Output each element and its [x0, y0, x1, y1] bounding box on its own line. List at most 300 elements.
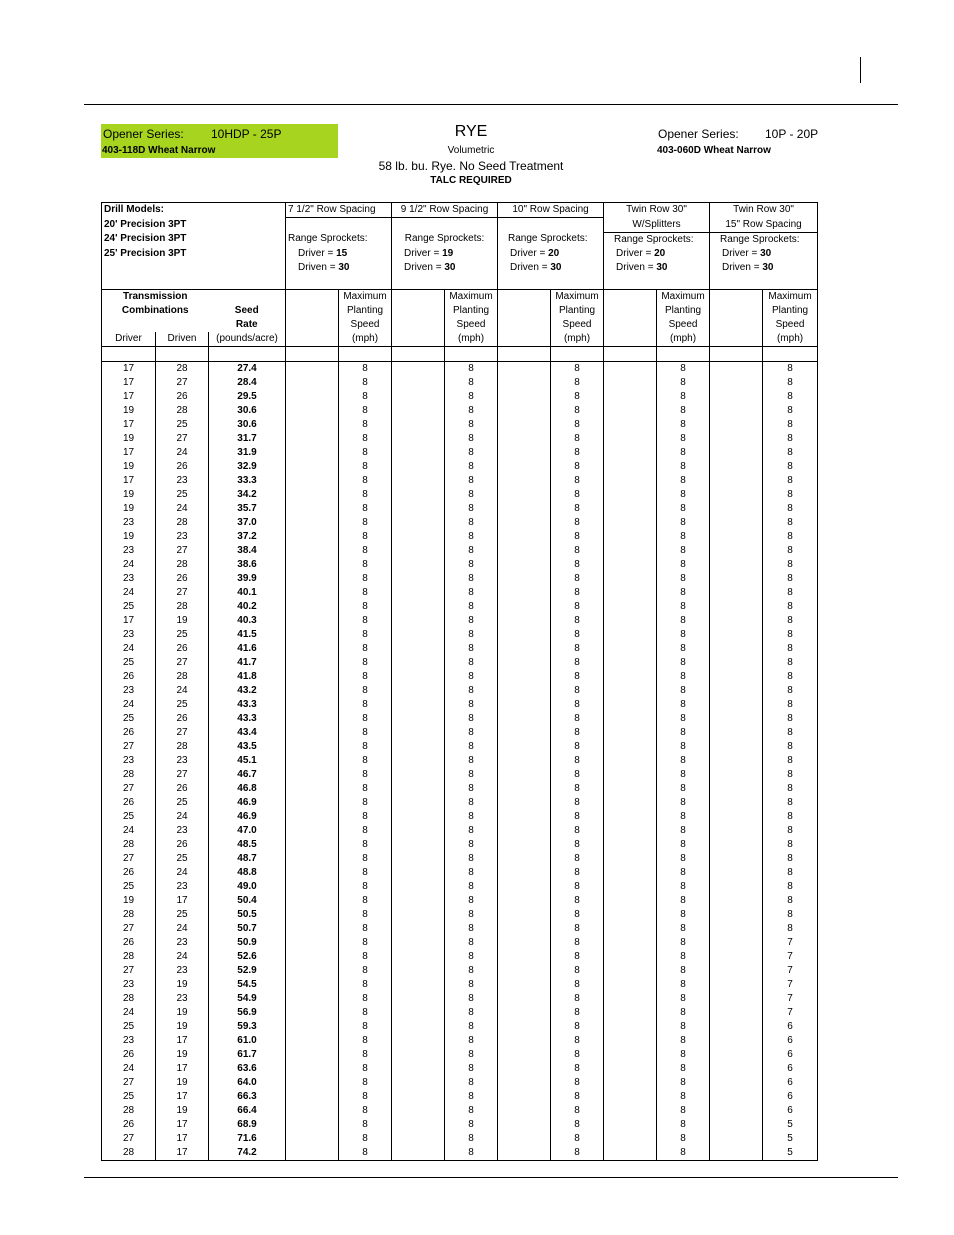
speed-cell: 8 — [657, 922, 710, 936]
blank-cell — [286, 740, 339, 754]
seed-rate-cell: 30.6 — [209, 404, 286, 418]
speed-cell: 8 — [763, 866, 818, 880]
driver-cell: 26 — [102, 936, 156, 950]
driver-cell: 19 — [102, 530, 156, 544]
driver-cell: 24 — [102, 558, 156, 572]
speed-cell: 7 — [763, 936, 818, 950]
table-row — [102, 964, 818, 978]
speed-cell: 8 — [445, 502, 498, 516]
blank-cell — [286, 516, 339, 530]
speed-cell: 8 — [339, 376, 392, 390]
blank-cell — [498, 992, 551, 1006]
speed-cell: 8 — [763, 642, 818, 656]
table-row — [102, 684, 818, 698]
seed-rate-cell: 38.4 — [209, 544, 286, 558]
driven-cell: 24 — [156, 502, 209, 516]
blank-cell — [710, 474, 763, 488]
driver-col-label: Driver — [102, 332, 156, 347]
speed-cell: 8 — [339, 684, 392, 698]
speed-cell: 8 — [339, 1034, 392, 1048]
speed-cell: 8 — [445, 838, 498, 852]
driver-cell: 25 — [102, 810, 156, 824]
driven-3: Driven = 30 — [498, 261, 604, 275]
speed-cell: 8 — [657, 1118, 710, 1132]
seed-rate-cell: 48.5 — [209, 838, 286, 852]
speed-cell: 8 — [657, 404, 710, 418]
table-row — [102, 936, 818, 950]
driver-cell: 19 — [102, 894, 156, 908]
table-row — [102, 474, 818, 488]
driven-cell: 26 — [156, 782, 209, 796]
driver-cell: 19 — [102, 404, 156, 418]
seed-rate-cell: 48.8 — [209, 866, 286, 880]
blank-cell — [286, 950, 339, 964]
driven-cell: 27 — [156, 432, 209, 446]
driven-cell: 17 — [156, 1132, 209, 1146]
speed-cell: 6 — [763, 1076, 818, 1090]
blank-cell — [710, 796, 763, 810]
speed-cell: 8 — [551, 1006, 604, 1020]
seed-rate-cell: 43.2 — [209, 684, 286, 698]
speed-cell: 8 — [657, 361, 710, 376]
blank-cell — [392, 880, 445, 894]
table-row — [102, 838, 818, 852]
blank-cell — [498, 964, 551, 978]
speed-cell: 8 — [763, 614, 818, 628]
crop-title: RYE — [454, 123, 488, 140]
header-row-10 — [102, 332, 818, 347]
speed-cell: 7 — [763, 978, 818, 992]
speed-cell: 8 — [551, 1076, 604, 1090]
driver-cell: 23 — [102, 754, 156, 768]
planting-label: Planting — [445, 304, 498, 318]
driver-cell: 28 — [102, 992, 156, 1006]
speed-cell: 8 — [657, 726, 710, 740]
blank-cell — [286, 642, 339, 656]
blank-cell — [710, 488, 763, 502]
driven-cell: 24 — [156, 810, 209, 824]
blank-cell — [604, 1090, 657, 1104]
driven-cell: 28 — [156, 404, 209, 418]
blank-cell — [498, 936, 551, 950]
blank-cell — [286, 586, 339, 600]
right-series-label: Opener Series: — [658, 127, 739, 141]
blank-cell — [710, 754, 763, 768]
blank-cell — [604, 866, 657, 880]
blank-cell — [286, 558, 339, 572]
blank-cell — [392, 390, 445, 404]
speed-cell: 8 — [657, 502, 710, 516]
blank-cell — [604, 460, 657, 474]
speed-cell: 8 — [763, 768, 818, 782]
speed-cell: 8 — [339, 880, 392, 894]
blank-cell — [604, 880, 657, 894]
speed-cell: 8 — [445, 754, 498, 768]
blank-cell — [498, 852, 551, 866]
speed-cell: 8 — [339, 852, 392, 866]
driven-cell: 24 — [156, 950, 209, 964]
blank-cell — [392, 460, 445, 474]
speed-cell: 8 — [657, 488, 710, 502]
speed-cell: 8 — [657, 810, 710, 824]
blank-cell — [286, 670, 339, 684]
seed-rate-cell: 40.2 — [209, 600, 286, 614]
table-row — [102, 656, 818, 670]
blank-cell — [286, 684, 339, 698]
table-row — [102, 1104, 818, 1118]
blank-cell — [604, 796, 657, 810]
speed-cell: 8 — [657, 684, 710, 698]
speed-cell: 7 — [763, 950, 818, 964]
speed-cell: 8 — [339, 1020, 392, 1034]
table-row — [102, 796, 818, 810]
blank-cell — [498, 684, 551, 698]
seed-rate-cell: 46.9 — [209, 796, 286, 810]
blank-cell — [710, 614, 763, 628]
driver-cell: 24 — [102, 586, 156, 600]
blank-cell — [498, 698, 551, 712]
seed-rate-cell: 39.9 — [209, 572, 286, 586]
driven-1: Driven = 30 — [286, 261, 392, 275]
blank-cell — [392, 922, 445, 936]
blank-cell — [286, 908, 339, 922]
speed-cell: 8 — [445, 908, 498, 922]
blank-cell — [498, 726, 551, 740]
blank-cell — [710, 978, 763, 992]
driver-cell: 25 — [102, 880, 156, 894]
blank-cell — [604, 1076, 657, 1090]
blank-cell — [604, 376, 657, 390]
drill-model-2: 24' Precision 3PT — [102, 232, 286, 247]
seed-rate-cell: 43.3 — [209, 698, 286, 712]
blank-cell — [710, 1090, 763, 1104]
blank-cell — [710, 1146, 763, 1161]
blank-cell — [604, 530, 657, 544]
speed-cell: 8 — [657, 572, 710, 586]
blank-cell — [498, 376, 551, 390]
speed-cell: 8 — [339, 1062, 392, 1076]
speed-cell: 6 — [763, 1048, 818, 1062]
speed-cell: 8 — [551, 1062, 604, 1076]
blank-cell — [710, 404, 763, 418]
spacing-sub-4: W/Splitters — [604, 218, 710, 233]
blank-cell — [498, 1118, 551, 1132]
speed-cell: 8 — [339, 502, 392, 516]
blank-cell — [392, 1020, 445, 1034]
blank-cell — [392, 712, 445, 726]
blank-cell — [604, 1006, 657, 1020]
driver-cell: 27 — [102, 852, 156, 866]
speed-cell: 8 — [445, 1020, 498, 1034]
blank-cell — [604, 810, 657, 824]
speed-cell: 8 — [551, 1104, 604, 1118]
seed-rate-cell: 68.9 — [209, 1118, 286, 1132]
seed-rate-cell: 66.3 — [209, 1090, 286, 1104]
blank-cell — [710, 460, 763, 474]
blank-cell — [286, 1048, 339, 1062]
table-row — [102, 642, 818, 656]
blank-cell — [710, 390, 763, 404]
max-label: Maximum — [445, 289, 498, 304]
seed-rate-cell: 37.0 — [209, 516, 286, 530]
speed-cell: 8 — [551, 586, 604, 600]
blank-cell — [392, 964, 445, 978]
blank-cell — [392, 642, 445, 656]
speed-cell: 8 — [445, 404, 498, 418]
driven-cell: 28 — [156, 740, 209, 754]
blank-cell — [710, 824, 763, 838]
blank-cell — [498, 474, 551, 488]
blank-cell — [710, 964, 763, 978]
speed-cell: 8 — [657, 390, 710, 404]
table-row — [102, 432, 818, 446]
speed-cell: 7 — [763, 1006, 818, 1020]
table-row — [102, 894, 818, 908]
blank-cell — [392, 726, 445, 740]
speed-cell: 8 — [551, 502, 604, 516]
left-series-value: 10HDP - 25P — [211, 127, 282, 141]
blank-cell — [710, 1118, 763, 1132]
table-row — [102, 1020, 818, 1034]
driver-cell: 26 — [102, 670, 156, 684]
speed-cell: 8 — [763, 796, 818, 810]
table-row — [102, 446, 818, 460]
blank-cell — [392, 1104, 445, 1118]
driver-cell: 23 — [102, 572, 156, 586]
table-row — [102, 978, 818, 992]
blank-cell — [392, 838, 445, 852]
speed-cell: 8 — [657, 964, 710, 978]
blank-cell — [286, 1118, 339, 1132]
blank-cell — [286, 810, 339, 824]
driver-cell: 17 — [102, 614, 156, 628]
speed-cell: 8 — [657, 1020, 710, 1034]
speed-cell: 8 — [445, 628, 498, 642]
speed-cell: 8 — [763, 361, 818, 376]
blank-cell — [710, 1132, 763, 1146]
speed-cell: 8 — [339, 950, 392, 964]
speed-cell: 8 — [551, 964, 604, 978]
planting-label: Planting — [339, 304, 392, 318]
blank-cell — [392, 404, 445, 418]
blank-cell — [498, 754, 551, 768]
range-label-4: Range Sprockets: — [604, 232, 710, 247]
blank-cell — [286, 866, 339, 880]
seed-rate-cell: 40.3 — [209, 614, 286, 628]
driver-cell: 27 — [102, 782, 156, 796]
speed-cell: 8 — [551, 516, 604, 530]
driven-cell: 27 — [156, 768, 209, 782]
table-row — [102, 824, 818, 838]
speed-cell: 8 — [763, 390, 818, 404]
blank-cell — [498, 1146, 551, 1161]
driven-cell: 28 — [156, 516, 209, 530]
blank-cell — [392, 894, 445, 908]
driven-cell: 19 — [156, 1020, 209, 1034]
table-row — [102, 712, 818, 726]
blank-cell — [286, 936, 339, 950]
blank-cell — [498, 614, 551, 628]
blank-cell — [604, 656, 657, 670]
blank-cell — [710, 768, 763, 782]
driver-cell: 27 — [102, 922, 156, 936]
driver-cell: 17 — [102, 361, 156, 376]
blank-cell — [392, 376, 445, 390]
driven-cell: 28 — [156, 670, 209, 684]
speed-cell: 8 — [445, 1132, 498, 1146]
table-row — [102, 460, 818, 474]
driven-cell: 27 — [156, 726, 209, 740]
speed-cell: 8 — [445, 460, 498, 474]
driven-cell: 17 — [156, 1062, 209, 1076]
blank-cell — [286, 796, 339, 810]
speed-cell: 8 — [445, 936, 498, 950]
speed-cell: 8 — [339, 908, 392, 922]
blank-cell — [604, 964, 657, 978]
speed-cell: 8 — [445, 1104, 498, 1118]
seed-rate-cell: 31.7 — [209, 432, 286, 446]
blank-cell — [498, 361, 551, 376]
speed-cell: 8 — [551, 390, 604, 404]
speed-cell: 8 — [657, 558, 710, 572]
blank-cell — [498, 1104, 551, 1118]
driven-cell: 25 — [156, 698, 209, 712]
speed-cell: 8 — [339, 838, 392, 852]
speed-cell: 8 — [339, 922, 392, 936]
speed-cell: 8 — [445, 1006, 498, 1020]
speed-cell: 8 — [551, 754, 604, 768]
table-row — [102, 558, 818, 572]
speed-cell: 8 — [763, 586, 818, 600]
table-row — [102, 361, 818, 376]
seed-rate-cell: 37.2 — [209, 530, 286, 544]
speed-cell: 6 — [763, 1062, 818, 1076]
blank-cell — [604, 1034, 657, 1048]
speed-cell: 8 — [445, 1048, 498, 1062]
blank-cell — [392, 502, 445, 516]
blank-cell — [286, 712, 339, 726]
blank-cell — [286, 446, 339, 460]
driver-cell: 23 — [102, 978, 156, 992]
driven-cell: 25 — [156, 628, 209, 642]
blank-cell — [498, 558, 551, 572]
blank-cell — [392, 670, 445, 684]
speed-cell: 5 — [763, 1146, 818, 1161]
table-row — [102, 1076, 818, 1090]
blank-cell — [286, 782, 339, 796]
speed-cell: 8 — [763, 600, 818, 614]
driven-cell: 19 — [156, 1076, 209, 1090]
driver-cell: 19 — [102, 502, 156, 516]
blank-cell — [710, 880, 763, 894]
speed-cell: 8 — [551, 446, 604, 460]
table-row — [102, 810, 818, 824]
driver-cell: 24 — [102, 698, 156, 712]
speed-cell: 8 — [657, 1076, 710, 1090]
speed-cell: 8 — [551, 684, 604, 698]
speed-cell: 8 — [339, 390, 392, 404]
speed-cell: 8 — [445, 782, 498, 796]
speed-cell: 8 — [339, 404, 392, 418]
speed-cell: 8 — [445, 964, 498, 978]
blank-cell — [710, 698, 763, 712]
seed-rate-cell: 43.4 — [209, 726, 286, 740]
seed-rate-cell: 40.1 — [209, 586, 286, 600]
seed-rate-cell: 41.5 — [209, 628, 286, 642]
speed-cell: 6 — [763, 1020, 818, 1034]
blank-cell — [286, 1034, 339, 1048]
blank-cell — [392, 866, 445, 880]
blank-cell — [286, 1076, 339, 1090]
speed-cell: 8 — [445, 418, 498, 432]
planting-label: Planting — [657, 304, 710, 318]
speed-cell: 8 — [551, 992, 604, 1006]
blank-cell — [286, 698, 339, 712]
speed-cell: 8 — [445, 586, 498, 600]
speed-cell: 8 — [551, 544, 604, 558]
speed-cell: 8 — [445, 824, 498, 838]
blank-cell — [710, 628, 763, 642]
speed-cell: 8 — [445, 614, 498, 628]
blank-cell — [392, 796, 445, 810]
blank-cell — [392, 516, 445, 530]
blank-cell — [710, 361, 763, 376]
speed-cell: 8 — [763, 810, 818, 824]
speed-cell: 8 — [551, 614, 604, 628]
blank-cell — [498, 656, 551, 670]
speed-cell: 8 — [445, 670, 498, 684]
speed-cell: 8 — [657, 894, 710, 908]
driver-cell: 27 — [102, 964, 156, 978]
speed-cell: 8 — [657, 852, 710, 866]
speed-cell: 8 — [445, 1076, 498, 1090]
table-row — [102, 516, 818, 530]
table-row — [102, 1048, 818, 1062]
table-row — [102, 628, 818, 642]
driver-cell: 27 — [102, 1132, 156, 1146]
blank-cell — [710, 936, 763, 950]
header-spacer-row — [102, 346, 818, 361]
table-row — [102, 600, 818, 614]
blank-cell — [604, 1104, 657, 1118]
blank-cell — [392, 418, 445, 432]
blank-cell — [498, 1006, 551, 1020]
blank-cell — [604, 782, 657, 796]
blank-cell — [286, 838, 339, 852]
speed-cell: 8 — [551, 824, 604, 838]
blank-cell — [392, 1034, 445, 1048]
speed-cell: 8 — [763, 670, 818, 684]
driven-cell: 28 — [156, 558, 209, 572]
blank-cell — [392, 1090, 445, 1104]
blank-cell — [498, 488, 551, 502]
blank-cell — [604, 446, 657, 460]
blank-cell — [392, 1076, 445, 1090]
speed-cell: 8 — [339, 1104, 392, 1118]
driver-cell: 23 — [102, 628, 156, 642]
blank-cell — [392, 586, 445, 600]
table-row — [102, 404, 818, 418]
driven-cell: 25 — [156, 418, 209, 432]
left-part-number: 403-118D Wheat Narrow — [102, 145, 216, 156]
speed-cell: 8 — [551, 558, 604, 572]
speed-cell: 8 — [445, 516, 498, 530]
drill-model-1: 20' Precision 3PT — [102, 218, 286, 233]
speed-cell: 8 — [657, 908, 710, 922]
driver-5: Driver = 30 — [710, 247, 818, 261]
driven-cell: 17 — [156, 1090, 209, 1104]
blank-cell — [498, 880, 551, 894]
